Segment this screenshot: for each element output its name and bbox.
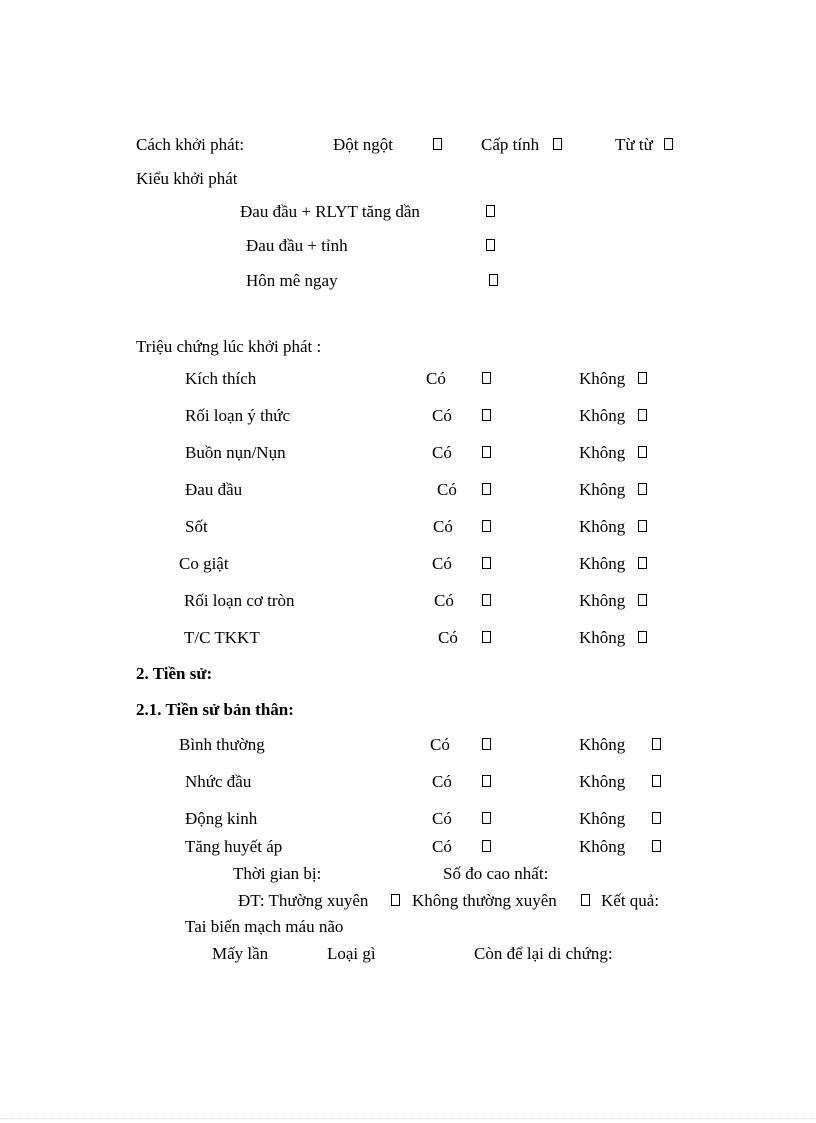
symptom-no-label: Không — [579, 554, 626, 573]
stroke-sequelae-label: Còn để lại di chứng: — [474, 944, 613, 963]
symptom-yes-checkbox[interactable] — [482, 557, 491, 569]
symptom-no-label: Không — [579, 591, 626, 610]
symptom-no-label: Không — [579, 406, 626, 425]
symptom-label: Rối loạn cơ tròn — [184, 591, 295, 610]
history-heading: 2. Tiền sử: — [136, 664, 213, 683]
history-yes-label: Có — [432, 772, 452, 791]
history-no-label: Không — [579, 809, 626, 828]
symptom-no-checkbox[interactable] — [638, 520, 647, 532]
symptom-yes-checkbox[interactable] — [482, 409, 491, 421]
treatment-regular-checkbox[interactable] — [391, 894, 400, 906]
symptom-no-checkbox[interactable] — [638, 557, 647, 569]
symptom-yes-label: Có — [432, 443, 452, 462]
personal-history-heading: 2.1. Tiền sử bản thân: — [136, 700, 294, 719]
treatment-regular-label: ĐT: Thường xuyên — [238, 891, 369, 910]
onset-type-option: Đau đầu + tỉnh — [246, 236, 348, 255]
treatment-irregular-checkbox[interactable] — [581, 894, 590, 906]
symptom-yes-checkbox[interactable] — [482, 446, 491, 458]
symptom-no-label: Không — [579, 480, 626, 499]
history-yes-checkbox[interactable] — [482, 812, 491, 824]
onset-label: Cách khởi phát: — [136, 135, 245, 154]
onset-gradual-label: Từ từ — [615, 135, 653, 154]
symptom-yes-label: Có — [437, 480, 457, 499]
symptom-label: Rối loạn ý thức — [185, 406, 291, 425]
onset-type-checkbox[interactable] — [486, 205, 495, 217]
history-no-checkbox[interactable] — [652, 812, 661, 824]
history-yes-checkbox[interactable] — [482, 840, 491, 852]
symptom-label: Co giật — [179, 554, 229, 573]
history-item-label: Tăng huyết áp — [185, 837, 283, 856]
history-yes-label: Có — [430, 735, 450, 754]
symptom-yes-label: Có — [432, 554, 452, 573]
symptom-yes-label: Có — [432, 406, 452, 425]
symptom-label: Kích thích — [185, 369, 257, 388]
symptom-no-checkbox[interactable] — [638, 409, 647, 421]
symptom-label: Sốt — [185, 517, 208, 536]
history-item-label: Bình thường — [179, 735, 265, 754]
symptom-label: Buồn nụn/Nụn — [185, 443, 286, 462]
symptom-no-checkbox[interactable] — [638, 483, 647, 495]
symptom-yes-label: Có — [438, 628, 458, 647]
page-bottom-divider — [0, 1118, 816, 1119]
symptom-no-label: Không — [579, 628, 626, 647]
history-no-label: Không — [579, 837, 626, 856]
symptom-yes-label: Có — [434, 591, 454, 610]
onset-sudden-label: Đột ngột — [333, 135, 393, 154]
symptom-no-label: Không — [579, 517, 626, 536]
symptom-no-checkbox[interactable] — [638, 594, 647, 606]
history-yes-label: Có — [432, 837, 452, 856]
treatment-irregular-label: Không thường xuyên — [412, 891, 557, 910]
symptom-yes-label: Có — [426, 369, 446, 388]
symptom-no-label: Không — [579, 369, 626, 388]
history-no-checkbox[interactable] — [652, 738, 661, 750]
symptom-yes-checkbox[interactable] — [482, 594, 491, 606]
stroke-times-label: Mấy lần — [212, 944, 269, 963]
history-no-checkbox[interactable] — [652, 840, 661, 852]
history-item-label: Động kinh — [185, 809, 258, 828]
symptom-no-checkbox[interactable] — [638, 372, 647, 384]
onset-type-option: Hôn mê ngay — [246, 271, 338, 290]
onset-gradual-checkbox[interactable] — [664, 138, 673, 150]
history-no-label: Không — [579, 772, 626, 791]
symptom-label: Đau đầu — [185, 480, 243, 499]
history-yes-checkbox[interactable] — [482, 775, 491, 787]
onset-type-checkbox[interactable] — [489, 274, 498, 286]
history-no-label: Không — [579, 735, 626, 754]
onset-type-checkbox[interactable] — [486, 239, 495, 251]
duration-label: Thời gian bị: — [233, 864, 322, 883]
treatment-result-label: Kết quả: — [601, 891, 660, 910]
symptom-label: T/C TKKT — [184, 628, 260, 647]
history-yes-checkbox[interactable] — [482, 738, 491, 750]
onset-acute-checkbox[interactable] — [553, 138, 562, 150]
max-measure-label: Số đo cao nhất: — [443, 864, 549, 883]
symptom-yes-checkbox[interactable] — [482, 520, 491, 532]
onset-symptoms-label: Triệu chứng lúc khởi phát : — [136, 337, 322, 356]
onset-type-label: Kiểu khởi phát — [136, 169, 238, 188]
symptom-yes-checkbox[interactable] — [482, 483, 491, 495]
onset-sudden-checkbox[interactable] — [433, 138, 442, 150]
history-yes-label: Có — [432, 809, 452, 828]
symptom-no-checkbox[interactable] — [638, 446, 647, 458]
history-item-label: Nhức đầu — [185, 772, 252, 791]
stroke-type-label: Loại gì — [327, 944, 376, 963]
onset-acute-label: Cấp tính — [481, 135, 540, 154]
history-no-checkbox[interactable] — [652, 775, 661, 787]
symptom-no-checkbox[interactable] — [638, 631, 647, 643]
symptom-no-label: Không — [579, 443, 626, 462]
stroke-label: Tai biến mạch máu não — [185, 917, 344, 936]
symptom-yes-label: Có — [433, 517, 453, 536]
symptom-yes-checkbox[interactable] — [482, 631, 491, 643]
onset-type-option: Đau đầu + RLYT tăng dần — [240, 202, 420, 221]
symptom-yes-checkbox[interactable] — [482, 372, 491, 384]
